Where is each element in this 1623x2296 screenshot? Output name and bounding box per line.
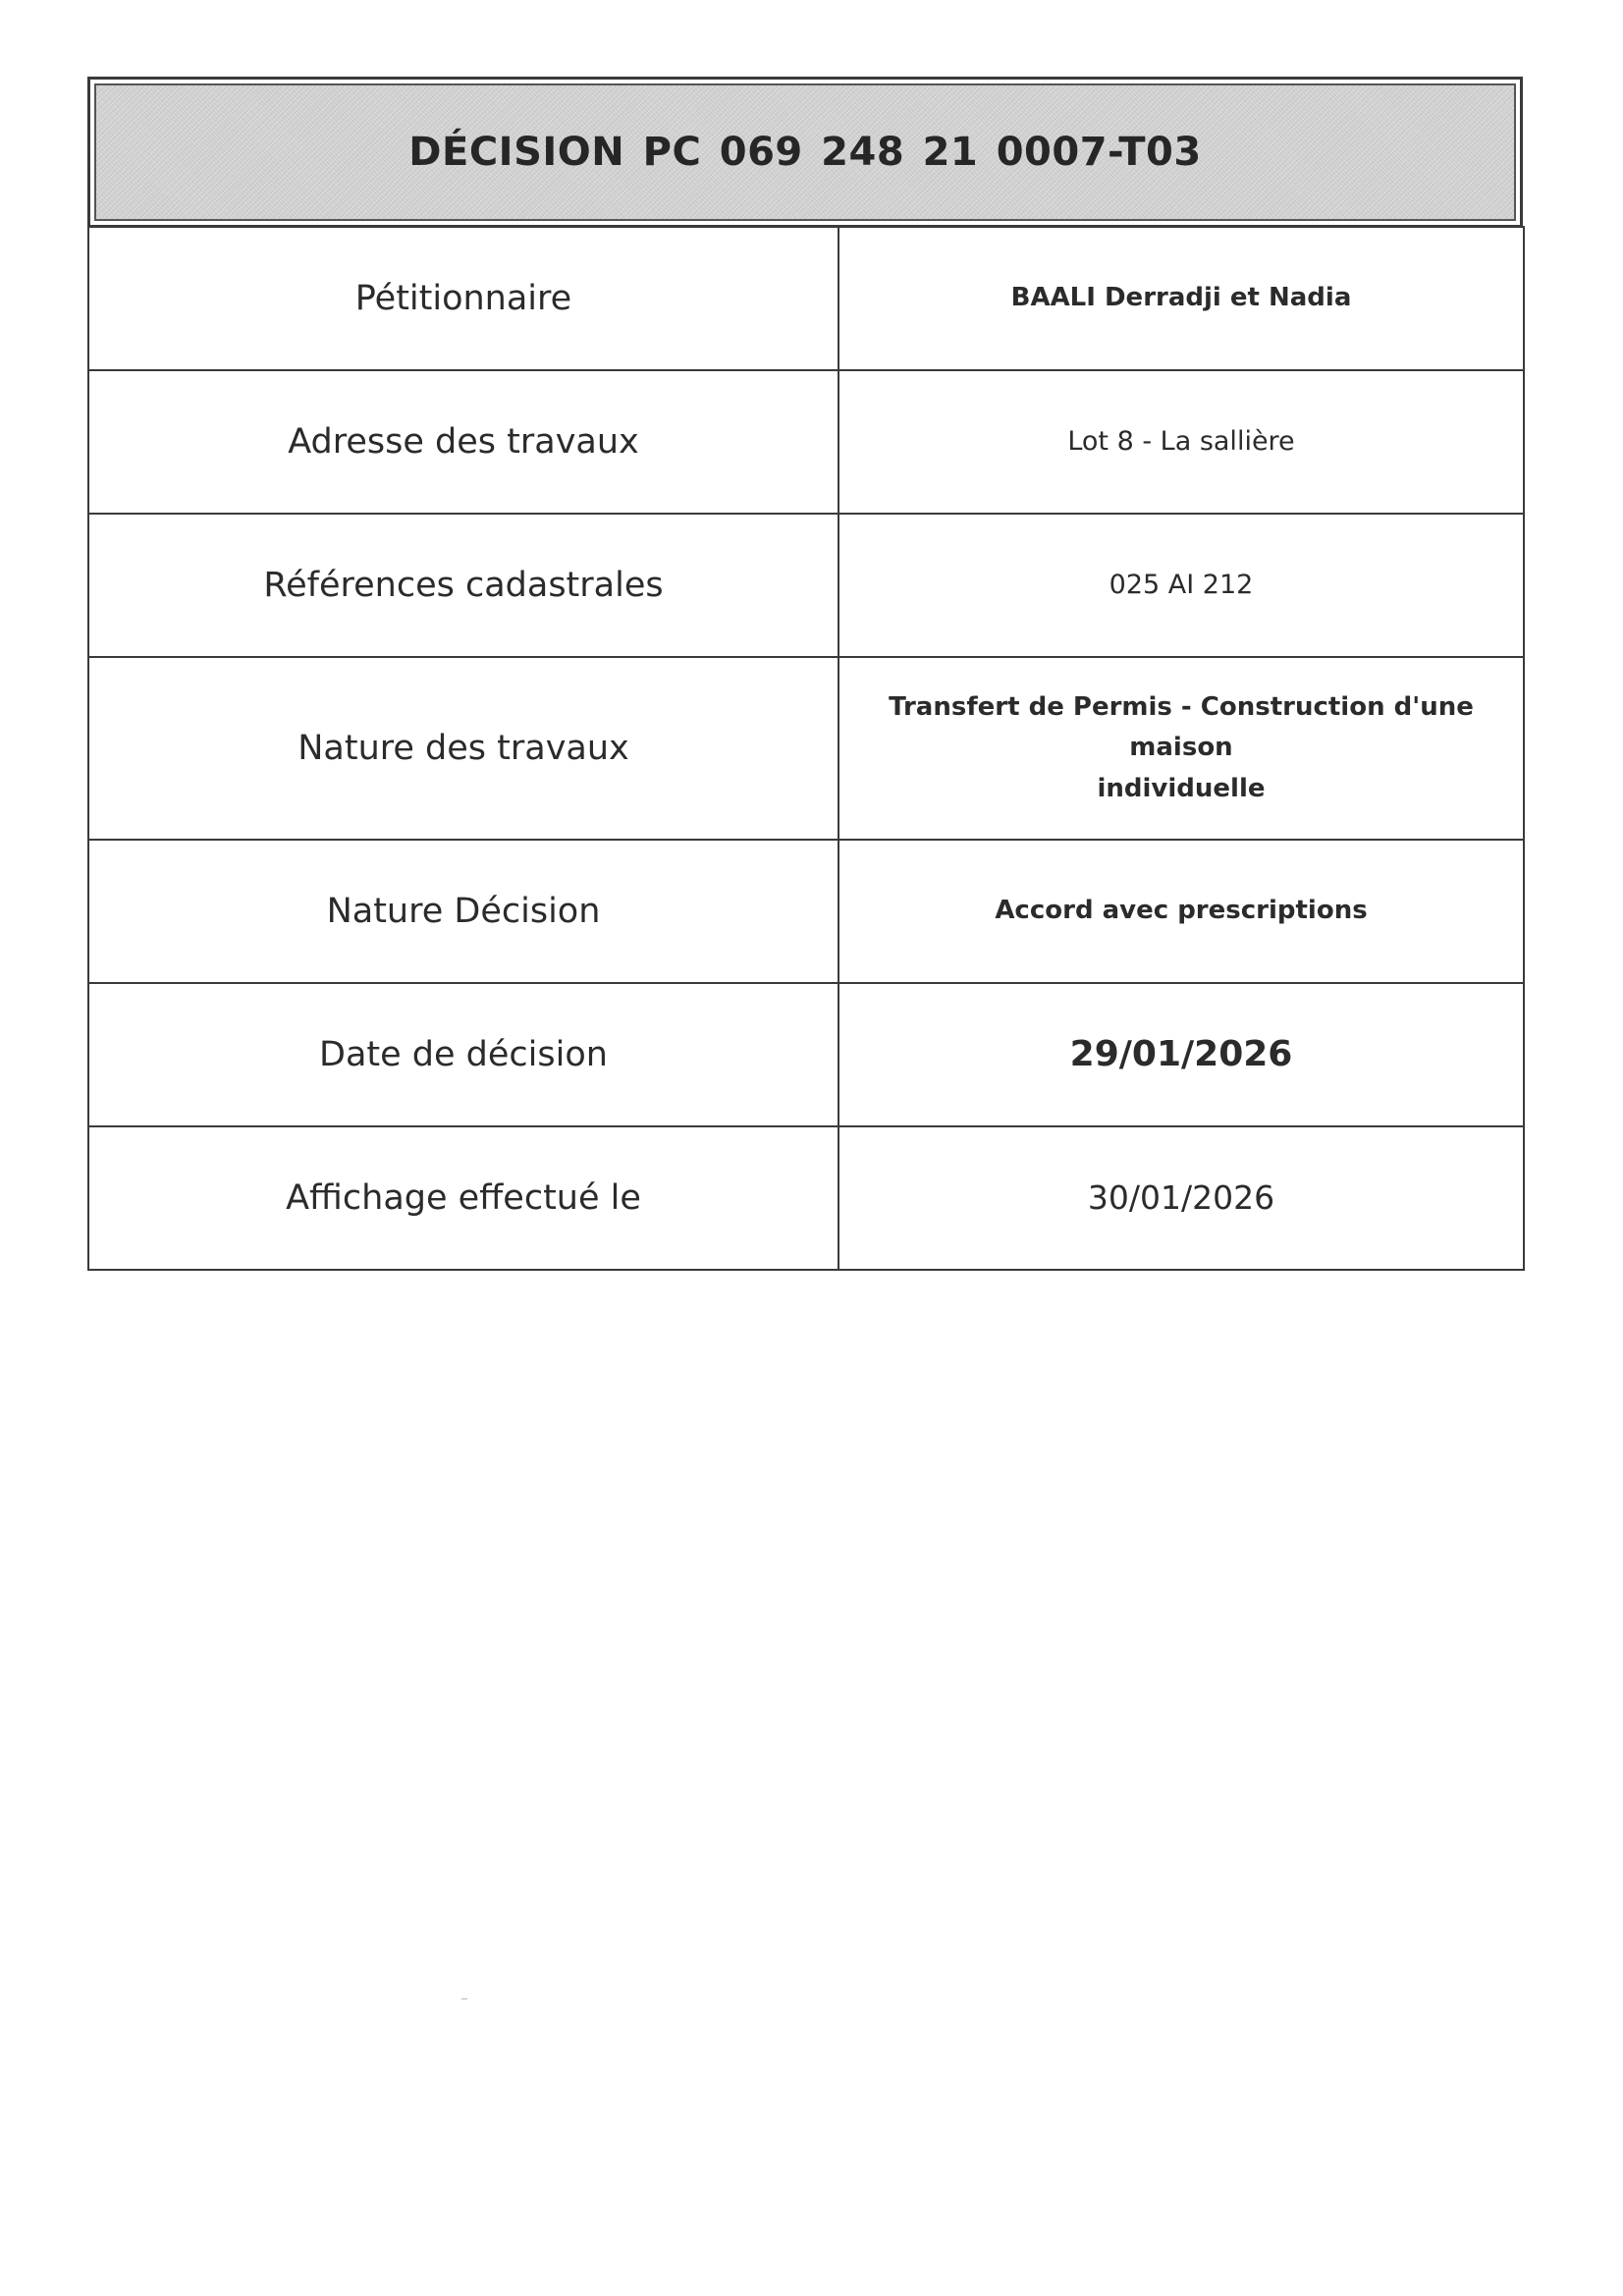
table-row <box>88 514 1524 657</box>
label-adresse-travaux: Adresse des travaux <box>88 370 839 514</box>
value-nature-travaux-line2: individuelle <box>1097 773 1266 803</box>
label-nature-decision: Nature Décision <box>88 840 839 983</box>
label-nature-travaux: Nature des travaux <box>88 657 839 840</box>
decision-title: DÉCISION PC 069 248 21 0007-T03 <box>408 130 1202 175</box>
table-row <box>88 657 1524 840</box>
table-row <box>88 1126 1524 1270</box>
value-references-cadastrales: 025 AI 212 <box>839 514 1524 657</box>
table-row <box>88 370 1524 514</box>
table-row <box>88 983 1524 1126</box>
value-nature-travaux <box>839 657 1524 840</box>
table-row <box>88 227 1524 370</box>
value-date-decision: 29/01/2026 <box>839 983 1524 1126</box>
decision-sheet <box>87 77 1525 1271</box>
decision-header-band <box>94 83 1516 221</box>
value-nature-travaux-line1: Transfert de Permis - Construction d'une maison <box>889 691 1474 763</box>
value-petitionnaire: BAALI Derradji et Nadia <box>839 227 1524 370</box>
decision-info-table <box>87 226 1525 1271</box>
label-references-cadastrales: Références cadastrales <box>88 514 839 657</box>
table-row <box>88 840 1524 983</box>
label-affichage: Affichage effectué le <box>88 1126 839 1270</box>
scan-speck <box>461 1998 467 1999</box>
label-petitionnaire: Pétitionnaire <box>88 227 839 370</box>
decision-header <box>87 77 1523 228</box>
value-nature-decision: Accord avec prescriptions <box>839 840 1524 983</box>
label-date-decision: Date de décision <box>88 983 839 1126</box>
value-affichage: 30/01/2026 <box>839 1126 1524 1270</box>
value-adresse-travaux: Lot 8 - La sallière <box>839 370 1524 514</box>
